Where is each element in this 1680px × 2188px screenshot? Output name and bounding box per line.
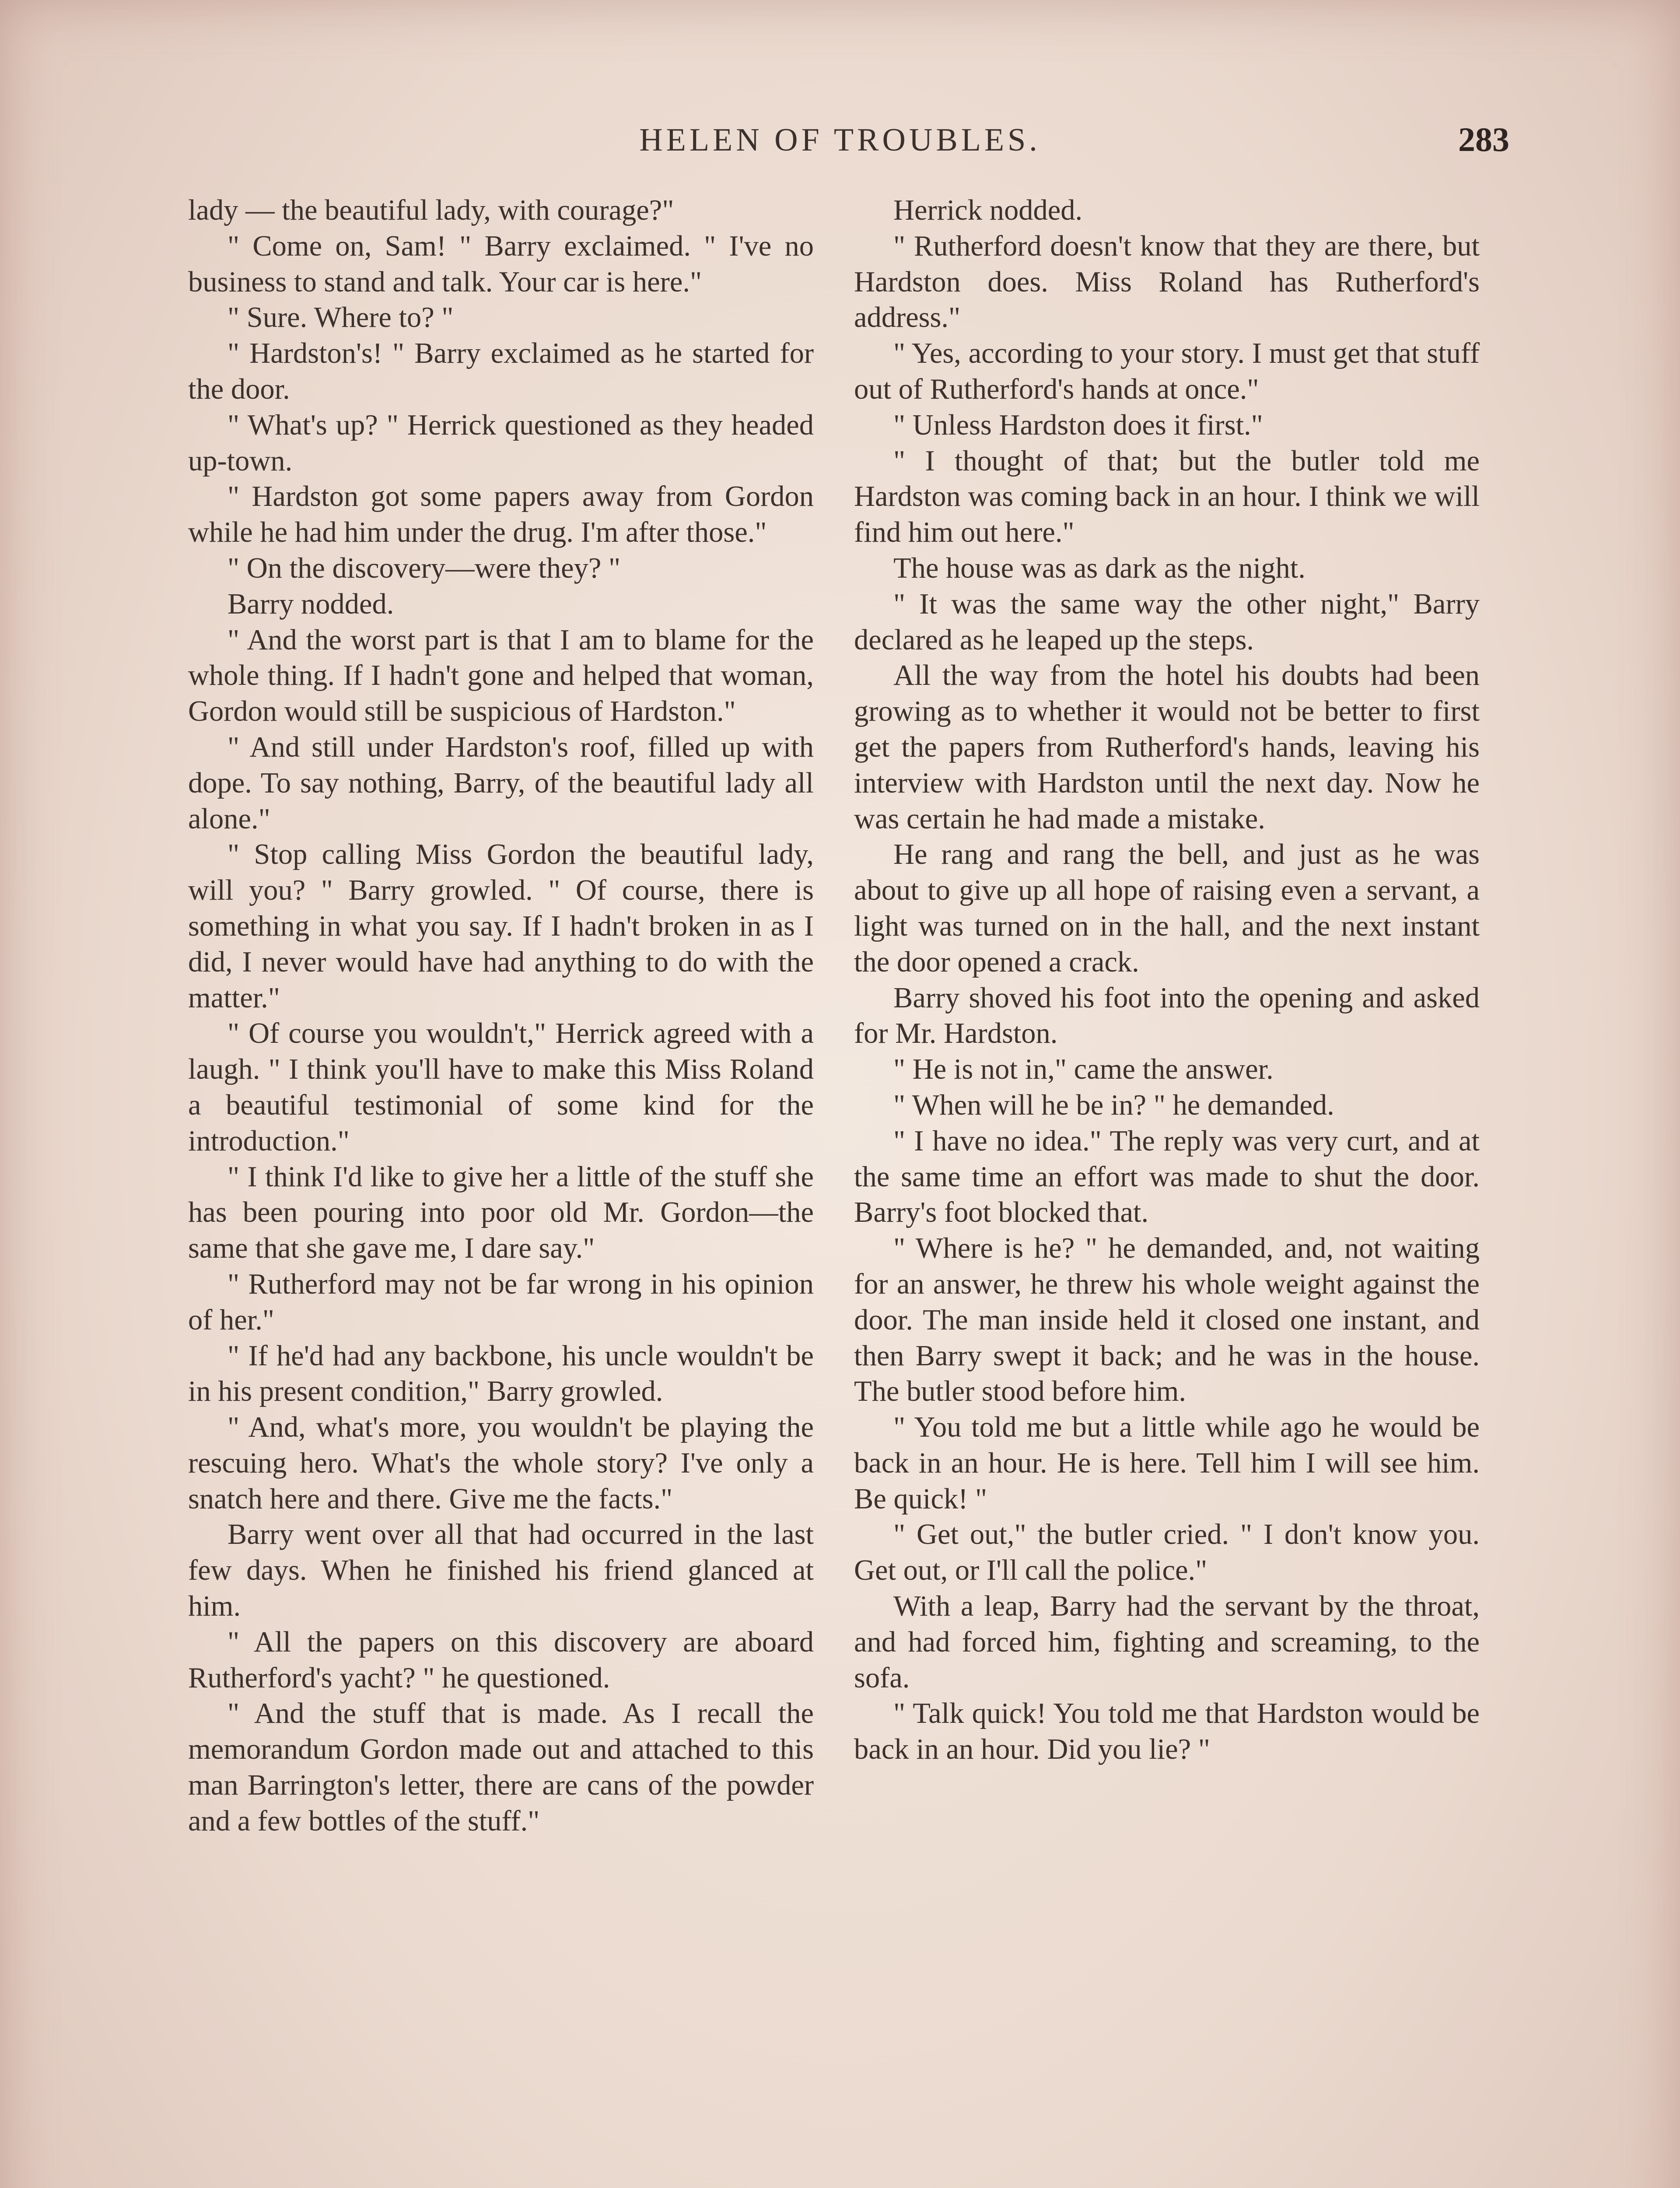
paragraph: " All the papers on this discovery are aboard Rutherford's yacht? " he questioned. <box>188 1626 814 1694</box>
paragraph: " Yes, according to your story. I must get that stuff out of Rutherford's hands at once." <box>854 337 1480 405</box>
right-text-column <box>854 193 1480 1767</box>
paragraph: " Hardston got some papers away from Gordon while he had him under the drug. I'm after those." <box>188 480 814 549</box>
paragraph: " I thought of that; but the butler told me Hardston was coming back in an hour. I think we will find him out here." <box>854 445 1480 549</box>
paragraph: Barry nodded. <box>228 588 394 620</box>
paragraph: " He is not in," came the answer. <box>893 1053 1274 1086</box>
paragraph: " Where is he? " he demanded, and, not waiting for an answer, he threw his whole weight against the door. The man inside held it closed one instant, and then Barry swept it back; and he was in the house. The butler stood before him. <box>854 1232 1480 1408</box>
paragraph: " Talk quick! You told me that Hardston would be back in an hour. Did you lie? " <box>854 1697 1480 1766</box>
paragraph: " And the worst part is that I am to blame for the whole thing. If I hadn't gone and helped that woman, Gordon would still be suspicious of Hardston." <box>188 624 814 728</box>
paragraph: lady — the beautiful lady, with courage?" <box>188 194 674 226</box>
paragraph: " And still under Hardston's roof, filled up with dope. To say nothing, Barry, of the beautiful lady all alone." <box>188 731 814 835</box>
paragraph: " Rutherford doesn't know that they are there, but Hardston does. Miss Roland has Rutherford's address." <box>854 230 1480 334</box>
paragraph: " When will he be in? " he demanded. <box>893 1089 1334 1121</box>
paragraph: Herrick nodded. <box>893 194 1083 226</box>
paragraph: " Hardston's! " Barry exclaimed as he started for the door. <box>188 337 814 405</box>
paragraph: " And, what's more, you wouldn't be playing the rescuing hero. What's the whole story? I've only a snatch here and there. Give me the facts." <box>188 1411 814 1515</box>
running-title: HELEN OF TROUBLES. <box>639 122 1041 158</box>
paragraph: " I think I'd like to give her a little of the stuff she has been pouring into poor old Mr. Gordon—the same that she gave me, I dare say." <box>188 1161 814 1265</box>
paragraph: " Rutherford may not be far wrong in his opinion of her." <box>188 1268 814 1336</box>
page-header <box>188 117 1509 170</box>
paragraph: " Of course you wouldn't," Herrick agreed with a laugh. " I think you'll have to make this Miss Roland a beautiful testimonial of some kind for the introduction." <box>188 1017 814 1157</box>
left-text-column <box>188 193 814 1839</box>
page-number: 283 <box>1458 120 1509 158</box>
paragraph: He rang and rang the bell, and just as he was about to give up all hope of raising even a servant, a light was turned on in the hall, and the next instant the door opened a crack. <box>854 838 1480 978</box>
paragraph: " Get out," the butler cried. " I don't know you. Get out, or I'll call the police." <box>854 1518 1480 1587</box>
paragraph: The house was as dark as the night. <box>893 552 1306 584</box>
paragraph: " On the discovery—were they? " <box>228 552 621 584</box>
paragraph: " And the stuff that is made. As I recall the memorandum Gordon made out and attached to this man Barrington's letter, there are cans of the powder and a few bottles of the stuff." <box>188 1697 814 1837</box>
paragraph: " Unless Hardston does it first." <box>893 409 1263 441</box>
paragraph: " Come on, Sam! " Barry exclaimed. " I've no business to stand and talk. Your car is here." <box>188 230 814 298</box>
paragraph: " If he'd had any backbone, his uncle wouldn't be in his present condition," Barry growled. <box>188 1339 814 1408</box>
paragraph: All the way from the hotel his doubts had been growing as to whether it would not be better to first get the papers from Rutherford's hands, leaving his interview with Hardston until the next day. Now he was certain he had made a mistake. <box>854 659 1480 835</box>
paragraph: With a leap, Barry had the servant by the throat, and had forced him, fighting and screaming, to the sofa. <box>854 1590 1480 1694</box>
paragraph: Barry shoved his foot into the opening and asked for Mr. Hardston. <box>854 982 1480 1050</box>
paragraph: " What's up? " Herrick questioned as they headed up-town. <box>188 409 814 477</box>
paragraph: " You told me but a little while ago he would be back in an hour. He is here. Tell him I will see him. Be quick! " <box>854 1411 1480 1515</box>
paragraph: Barry went over all that had occurred in the last few days. When he finished his friend glanced at him. <box>188 1518 814 1623</box>
paragraph: " Sure. Where to? " <box>228 302 454 334</box>
paragraph: " Stop calling Miss Gordon the beautiful lady, will you? " Barry growled. " Of course, there is something in what you say. If I hadn't broken in as I did, I never would have had anything to do with the matter." <box>188 838 814 1014</box>
paragraph: " It was the same way the other night," Barry declared as he leaped up the steps. <box>854 588 1480 656</box>
paragraph: " I have no idea." The reply was very curt, and at the same time an effort was made to shut the door. Barry's foot blocked that. <box>854 1125 1480 1229</box>
